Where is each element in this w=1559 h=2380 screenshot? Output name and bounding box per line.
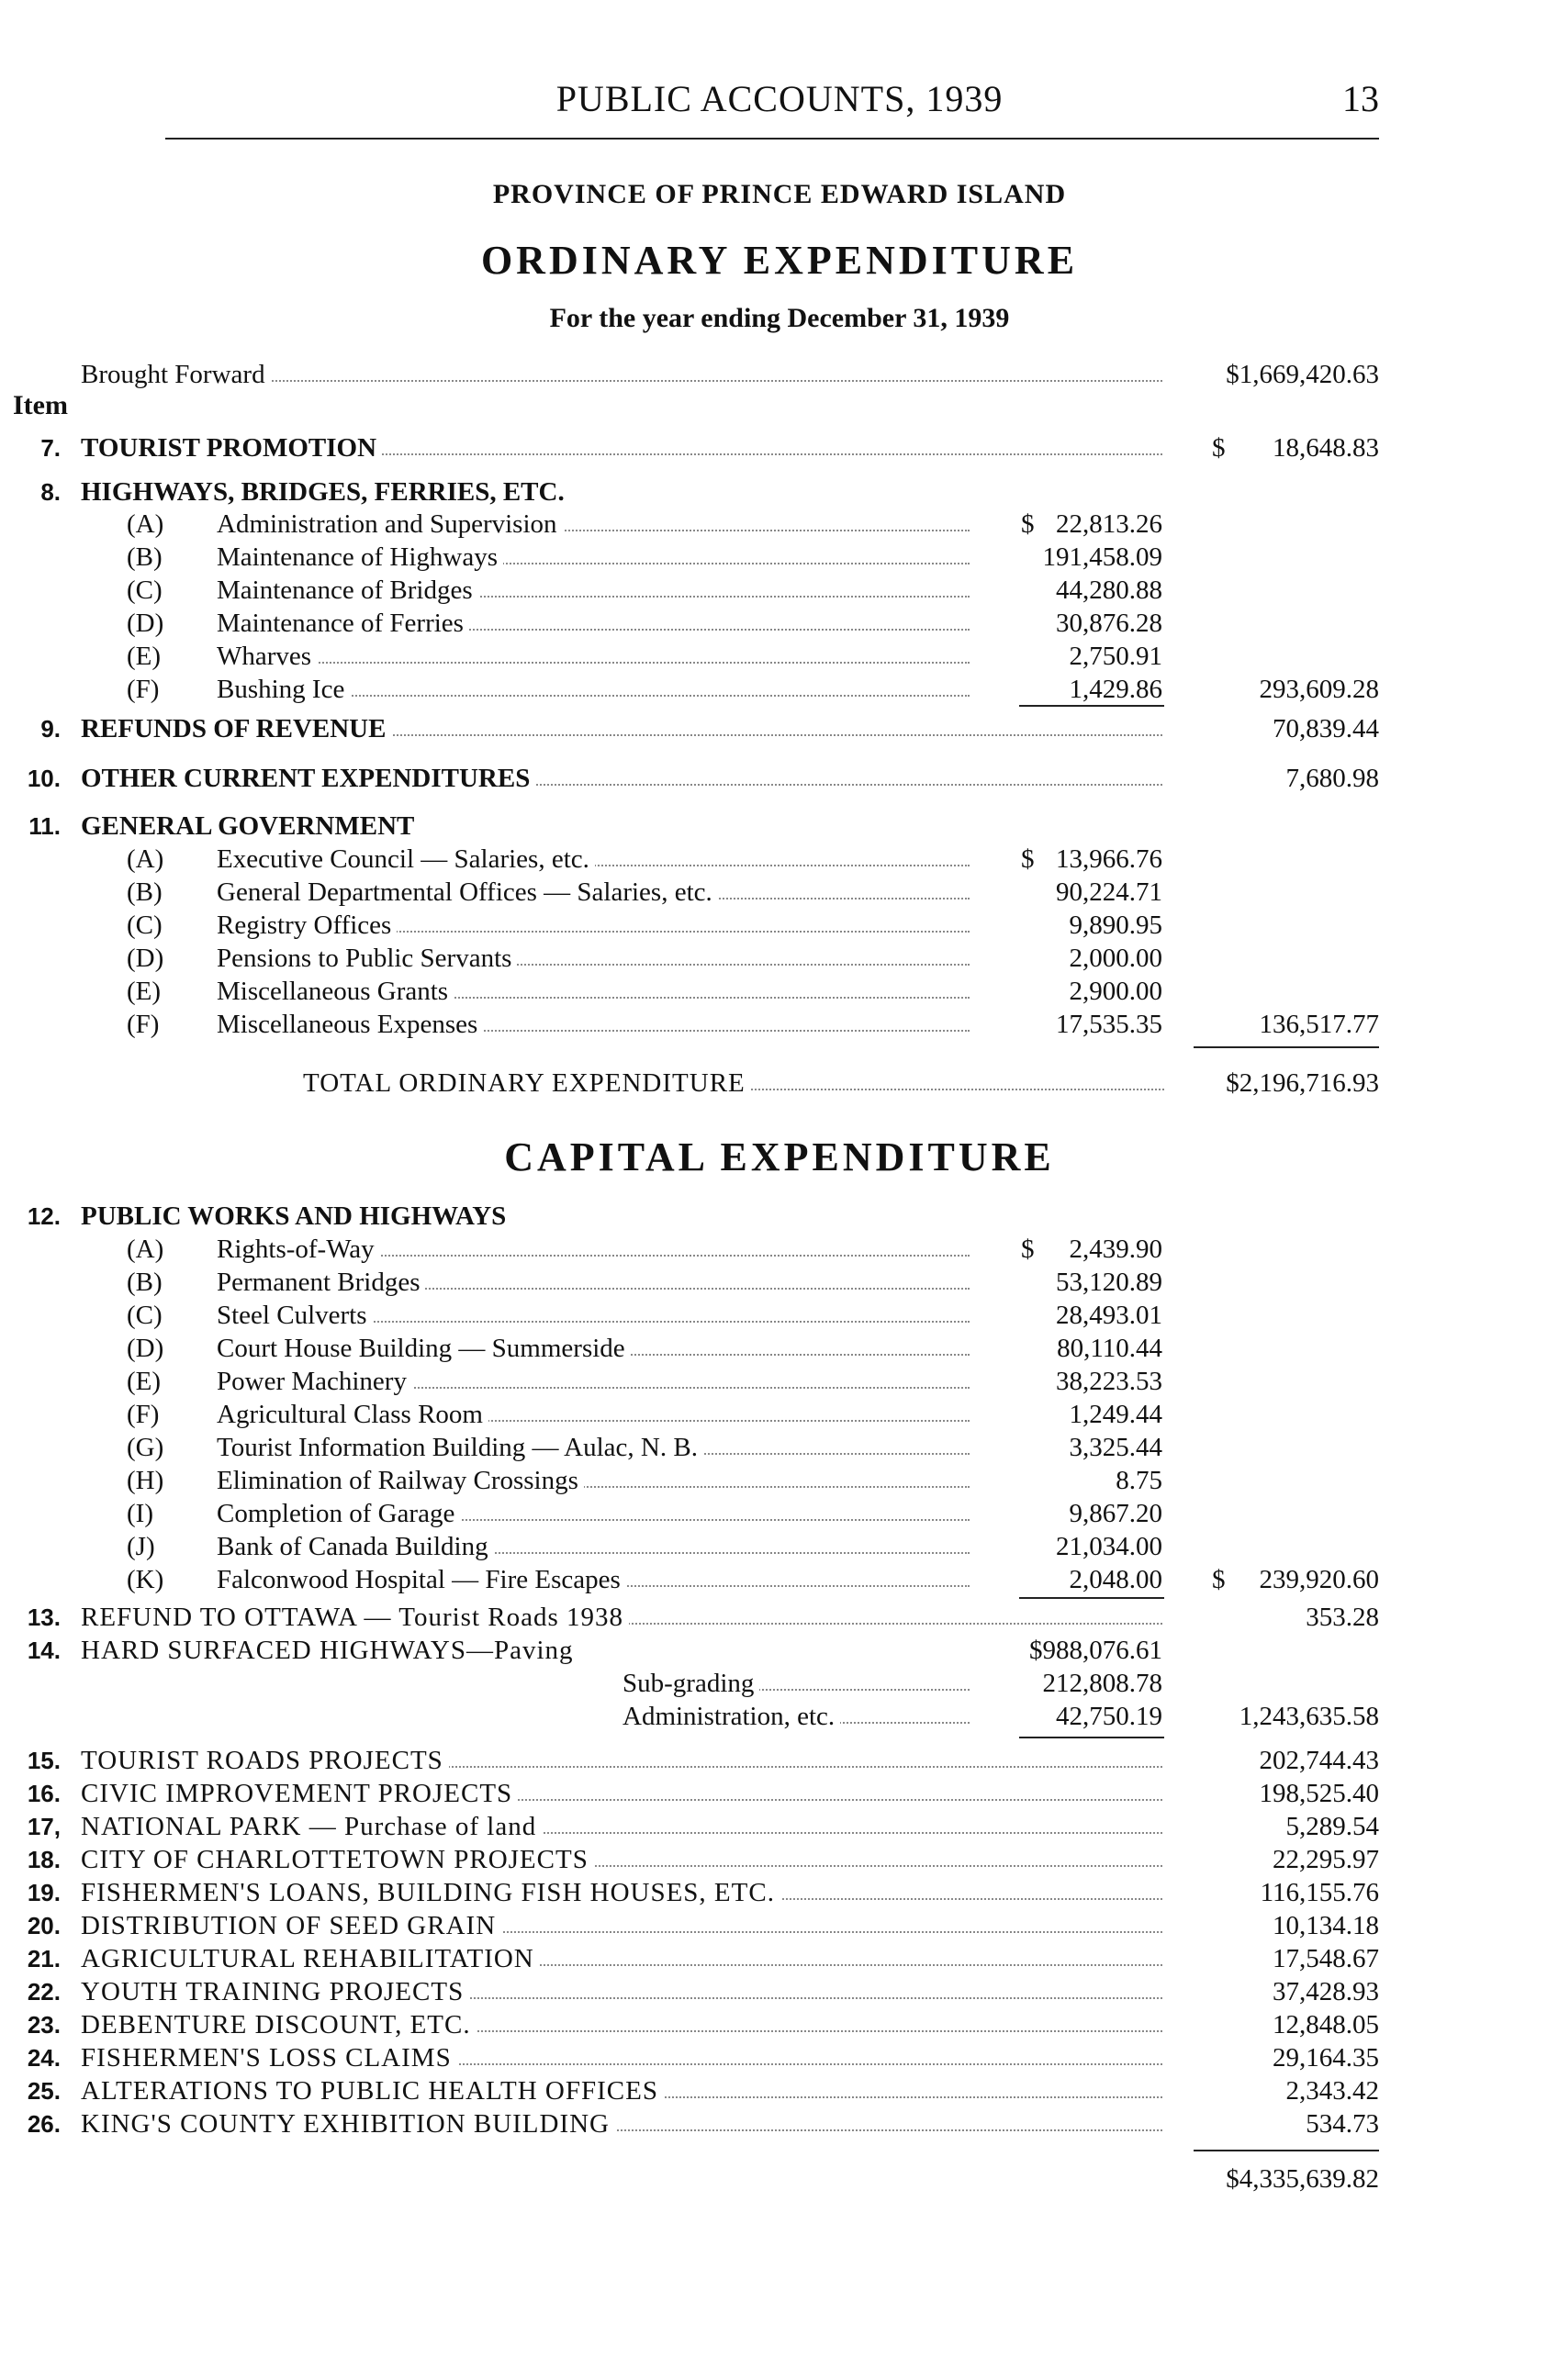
subitem-leader xyxy=(217,1365,970,1396)
item-10-leader xyxy=(81,762,1162,793)
subtotal-rule xyxy=(1019,1737,1164,1738)
item-label: FISHERMEN'S LOSS CLAIMS xyxy=(81,2043,457,2073)
running-header: PUBLIC ACCOUNTS, 1939 xyxy=(555,78,1004,119)
item-number: 26. xyxy=(27,2110,61,2138)
subitem-description: Maintenance of Ferries xyxy=(217,609,469,638)
item-number: 23. xyxy=(27,2011,61,2039)
item-label: HARD SURFACED HIGHWAYS—Paving xyxy=(81,1636,574,1665)
subitem-leader xyxy=(217,1464,970,1495)
item-label: REFUNDS OF REVENUE xyxy=(81,714,391,743)
subitem-row xyxy=(0,1332,1559,1365)
item-number: 20. xyxy=(27,1912,61,1939)
subitem-letter: (F) xyxy=(127,1010,160,1039)
subitem-amount: 30,876.28 xyxy=(1056,609,1162,638)
item-10-row xyxy=(0,762,1559,795)
subitem-letter: (I) xyxy=(127,1499,153,1528)
subitem-description: Bank of Canada Building xyxy=(217,1532,494,1561)
subitem-letter: (F) xyxy=(127,675,160,704)
period-subheading: For the year ending December 31, 1939 xyxy=(549,303,1010,333)
item-13-leader xyxy=(81,1601,1162,1632)
subitem-row xyxy=(0,508,1559,541)
item-total: 29,164.35 xyxy=(1273,2043,1379,2073)
subitem-letter: (C) xyxy=(127,911,163,940)
subitem-leader xyxy=(217,1332,970,1363)
subitem-amount: 2,439.90 xyxy=(1069,1235,1162,1264)
subitem-description: Miscellaneous Expenses xyxy=(217,1010,483,1039)
subitem-leader xyxy=(217,843,970,874)
subitem-row xyxy=(0,1008,1559,1041)
item-9-leader xyxy=(81,712,1162,743)
subitem-amount: 80,110.44 xyxy=(1057,1334,1162,1363)
item-17-row xyxy=(0,1810,1559,1843)
subitem-row xyxy=(0,1530,1559,1563)
subitem-letter: (D) xyxy=(127,1334,164,1363)
subitem-leader xyxy=(217,1008,970,1039)
subitem-row xyxy=(0,673,1559,706)
province-title: PROVINCE OF PRINCE EDWARD ISLAND xyxy=(492,179,1067,209)
item-14-row xyxy=(0,1634,1559,1667)
item-leader xyxy=(81,1975,1162,2006)
item-leader xyxy=(81,1810,1162,1841)
item-number: 17, xyxy=(27,1813,61,1840)
item-number: 22. xyxy=(27,1978,61,2006)
item-number: 11. xyxy=(28,812,61,840)
subitem-letter: (K) xyxy=(127,1565,164,1594)
subitem-letter: (G) xyxy=(127,1433,164,1462)
item-25-row xyxy=(0,2074,1559,2107)
subitem-row xyxy=(0,640,1559,673)
item-15-row xyxy=(0,1744,1559,1777)
item-total: 12,848.05 xyxy=(1273,2010,1379,2039)
item-total: 198,525.40 xyxy=(1259,1779,1379,1808)
subitem-letter: (D) xyxy=(127,609,164,638)
item-7-leader xyxy=(81,431,1162,463)
subitem-amount: 191,458.09 xyxy=(1042,542,1162,572)
item-leader xyxy=(81,1876,1162,1907)
subitem-letter: (E) xyxy=(127,977,162,1006)
subitem-amount: 9,867.20 xyxy=(1069,1499,1162,1528)
subitem-letter: (A) xyxy=(127,1235,164,1264)
subitem-leader xyxy=(217,1530,970,1561)
item-number: 9. xyxy=(40,715,61,743)
subitem-row xyxy=(0,1431,1559,1464)
subitem-leader xyxy=(217,640,970,671)
subitem-row xyxy=(0,975,1559,1008)
subitem-letter: (A) xyxy=(127,509,164,539)
subitem-leader xyxy=(217,975,970,1006)
subitem-leader xyxy=(217,1431,970,1462)
subitem-letter: (B) xyxy=(127,877,163,907)
item-21-row xyxy=(0,1942,1559,1975)
total-rule xyxy=(1194,1046,1379,1048)
subitem-description: Administration and Supervision xyxy=(217,509,563,539)
item-column-label: Item xyxy=(13,390,68,420)
subitem-description: Sub-grading xyxy=(622,1669,759,1698)
subitem-amount: 2,048.00 xyxy=(1069,1565,1162,1594)
item-label: DEBENTURE DISCOUNT, ETC. xyxy=(81,2010,477,2039)
subitem-description: Maintenance of Highways xyxy=(217,542,503,572)
item-label: HIGHWAYS, BRIDGES, FERRIES, ETC. xyxy=(81,477,565,507)
item-19-row xyxy=(0,1876,1559,1909)
subitem-row xyxy=(0,1266,1559,1299)
subitem-description: Agricultural Class Room xyxy=(217,1400,488,1429)
subitem-row xyxy=(0,607,1559,640)
subitem-letter: (E) xyxy=(127,1367,162,1396)
subitem-row xyxy=(0,541,1559,574)
subitem-description: Steel Culverts xyxy=(217,1301,373,1330)
item-total: 10,134.18 xyxy=(1273,1911,1379,1940)
subitem-row xyxy=(0,1299,1559,1332)
paving-amount: $988,076.61 xyxy=(1029,1636,1162,1665)
item-total: 5,289.54 xyxy=(1285,1812,1379,1841)
item-total: 7,680.98 xyxy=(1285,764,1379,793)
subitem-leader xyxy=(622,1700,970,1731)
subitem-amount: 44,280.88 xyxy=(1056,575,1162,605)
item-label: TOURIST ROADS PROJECTS xyxy=(81,1746,449,1775)
total-ordinary-label: TOTAL ORDINARY EXPENDITURE xyxy=(303,1068,751,1098)
item-number: 18. xyxy=(27,1846,61,1873)
item-number: 7. xyxy=(40,434,61,462)
header-rule xyxy=(165,138,1379,140)
subitem-row xyxy=(0,1700,1559,1733)
brought-forward-leader xyxy=(81,358,1162,389)
subitem-letter: (D) xyxy=(127,944,164,973)
item-24-row xyxy=(0,2041,1559,2074)
item-number: 24. xyxy=(27,2044,61,2072)
subitem-row xyxy=(0,1365,1559,1398)
item-leader xyxy=(81,2008,1162,2039)
subitem-description: Wharves xyxy=(217,642,317,671)
subitem-row xyxy=(0,1464,1559,1497)
subitem-description: Miscellaneous Grants xyxy=(217,977,454,1006)
item-label: KING'S COUNTY EXHIBITION BUILDING xyxy=(81,2109,615,2139)
item-label: NATIONAL PARK — Purchase of land xyxy=(81,1812,542,1841)
subitem-amount: 1,249.44 xyxy=(1069,1400,1162,1429)
subitem-letter: (H) xyxy=(127,1466,164,1495)
subitem-row xyxy=(0,1497,1559,1530)
dollar-sign: $ xyxy=(1021,509,1035,539)
subitem-amount: 53,120.89 xyxy=(1056,1268,1162,1297)
item-label: REFUND TO OTTAWA — Tourist Roads 1938 xyxy=(81,1603,629,1632)
subitem-amount: 21,034.00 xyxy=(1056,1532,1162,1561)
item-label: ALTERATIONS TO PUBLIC HEALTH OFFICES xyxy=(81,2076,664,2106)
item-number: 19. xyxy=(27,1879,61,1906)
subitem-letter: (B) xyxy=(127,542,163,572)
item-leader xyxy=(81,1942,1162,1973)
item-label: GENERAL GOVERNMENT xyxy=(81,811,415,841)
item-total: 22,295.97 xyxy=(1273,1845,1379,1874)
item-total: 136,517.77 xyxy=(1259,1010,1379,1039)
capital-expenditure-heading: CAPITAL EXPENDITURE xyxy=(504,1134,1055,1179)
subitem-leader xyxy=(217,673,970,704)
subitem-letter: (C) xyxy=(127,575,163,605)
subitem-row xyxy=(0,1563,1559,1596)
subitem-amount: 90,224.71 xyxy=(1056,877,1162,907)
item-number: 21. xyxy=(27,1945,61,1972)
item-23-row xyxy=(0,2008,1559,2041)
subitem-amount: 42,750.19 xyxy=(1056,1702,1162,1731)
item-total: 2,343.42 xyxy=(1285,2076,1379,2106)
subitem-amount: 2,900.00 xyxy=(1069,977,1162,1006)
subitem-description: Executive Council — Salaries, etc. xyxy=(217,844,595,874)
subitem-amount: 2,750.91 xyxy=(1069,642,1162,671)
subitem-letter: (C) xyxy=(127,1301,163,1330)
subitem-description: Court House Building — Summerside xyxy=(217,1334,631,1363)
subitem-amount: 38,223.53 xyxy=(1056,1367,1162,1396)
subitem-leader xyxy=(217,1398,970,1429)
item-number: 10. xyxy=(27,765,61,792)
item-total: 17,548.67 xyxy=(1273,1944,1379,1973)
subitem-leader xyxy=(217,1233,970,1264)
subitem-letter: (A) xyxy=(127,844,164,874)
brought-forward-label: Brought Forward xyxy=(81,360,271,389)
item-13-row xyxy=(0,1601,1559,1634)
subitem-description: Maintenance of Bridges xyxy=(217,575,478,605)
item-11-row xyxy=(0,810,1559,843)
subitem-row xyxy=(0,1233,1559,1266)
item-number: 15. xyxy=(27,1747,61,1774)
subitem-amount: 2,000.00 xyxy=(1069,944,1162,973)
subitem-row xyxy=(0,909,1559,942)
subitem-description: General Departmental Offices — Salaries, etc. xyxy=(217,877,718,907)
item-8-row xyxy=(0,475,1559,508)
item-leader xyxy=(81,1909,1162,1940)
item-label: OTHER CURRENT EXPENDITURES xyxy=(81,764,535,793)
item-9-row xyxy=(0,712,1559,745)
item-leader xyxy=(81,1843,1162,1874)
subitem-leader xyxy=(217,607,970,638)
item-total: 202,744.43 xyxy=(1259,1746,1379,1775)
item-number: 16. xyxy=(27,1780,61,1807)
total-ordinary-row xyxy=(0,1067,1559,1100)
brought-forward-amount: $1,669,420.63 xyxy=(1226,360,1379,389)
item-leader xyxy=(81,1744,1162,1775)
item-number: 12. xyxy=(27,1202,61,1230)
subitem-leader xyxy=(217,508,970,539)
subitem-amount: 28,493.01 xyxy=(1056,1301,1162,1330)
subitem-leader xyxy=(217,909,970,940)
item-total: 239,920.60 xyxy=(1259,1565,1379,1594)
subitem-description: Administration, etc. xyxy=(622,1702,840,1731)
item-total: 37,428.93 xyxy=(1273,1977,1379,2006)
item-leader xyxy=(81,2074,1162,2106)
item-label: FISHERMEN'S LOANS, BUILDING FISH HOUSES, ETC. xyxy=(81,1878,780,1907)
subitem-letter: (B) xyxy=(127,1268,163,1297)
subitem-leader xyxy=(622,1667,970,1698)
subitem-letter: (E) xyxy=(127,642,162,671)
subitem-leader xyxy=(217,541,970,572)
brought-forward-row xyxy=(0,358,1559,391)
subitem-description: Bushing Ice xyxy=(217,675,350,704)
subitem-description: Power Machinery xyxy=(217,1367,412,1396)
subitem-description: Registry Offices xyxy=(217,911,397,940)
subitem-description: Falconwood Hospital — Fire Escapes xyxy=(217,1565,626,1594)
subitem-amount: 8.75 xyxy=(1116,1466,1162,1495)
item-total: 116,155.76 xyxy=(1260,1878,1379,1907)
subitem-amount: 17,535.35 xyxy=(1056,1010,1162,1039)
item-label: DISTRIBUTION OF SEED GRAIN xyxy=(81,1911,501,1940)
item-number: 8. xyxy=(40,478,61,506)
page-number: 13 xyxy=(1342,78,1379,119)
subitem-row xyxy=(0,843,1559,876)
dollar-sign: $ xyxy=(1021,1235,1035,1264)
item-number: 13. xyxy=(27,1603,61,1631)
item-16-row xyxy=(0,1777,1559,1810)
ordinary-expenditure-heading: ORDINARY EXPENDITURE xyxy=(480,238,1079,283)
item-18-row xyxy=(0,1843,1559,1876)
item-label: CIVIC IMPROVEMENT PROJECTS xyxy=(81,1779,518,1808)
item-total: 18,648.83 xyxy=(1273,433,1379,463)
item-label: TOURIST PROMOTION xyxy=(81,433,382,463)
subitem-description: Completion of Garage xyxy=(217,1499,460,1528)
item-label: AGRICULTURAL REHABILITATION xyxy=(81,1944,540,1973)
subitem-leader xyxy=(217,942,970,973)
total-ordinary-amount: $2,196,716.93 xyxy=(1226,1068,1379,1098)
item-22-row xyxy=(0,1975,1559,2008)
subitem-row xyxy=(0,876,1559,909)
subtotal-rule xyxy=(1019,1597,1164,1599)
item-number: 25. xyxy=(27,2077,61,2105)
total-ordinary-leader xyxy=(303,1067,1164,1098)
subitem-description: Elimination of Railway Crossings xyxy=(217,1466,584,1495)
subitem-letter: (F) xyxy=(127,1400,160,1429)
subitem-amount: 13,966.76 xyxy=(1056,844,1162,874)
subitem-leader xyxy=(217,1497,970,1528)
subitem-leader xyxy=(217,574,970,605)
subtotal-rule xyxy=(1019,705,1164,707)
item-leader xyxy=(81,2041,1162,2073)
grand-total-row xyxy=(0,2162,1559,2196)
subitem-description: Pensions to Public Servants xyxy=(217,944,517,973)
total-rule xyxy=(1194,2150,1379,2151)
item-total: 293,609.28 xyxy=(1259,675,1379,704)
subitem-leader xyxy=(217,1563,970,1594)
item-leader xyxy=(81,1777,1162,1808)
subitem-row xyxy=(0,1398,1559,1431)
item-total: 1,243,635.58 xyxy=(1239,1702,1379,1731)
item-total: 353.28 xyxy=(1306,1603,1379,1632)
grand-total-amount: $4,335,639.82 xyxy=(1226,2164,1379,2194)
subitem-amount: 3,325.44 xyxy=(1069,1433,1162,1462)
subitem-leader xyxy=(217,1266,970,1297)
subitem-letter: (J) xyxy=(127,1532,155,1561)
subitem-leader xyxy=(217,876,970,907)
item-label: CITY OF CHARLOTTETOWN PROJECTS xyxy=(81,1845,594,1874)
item-7-row xyxy=(0,431,1559,464)
item-label: PUBLIC WORKS AND HIGHWAYS xyxy=(81,1201,507,1231)
dollar-sign: $ xyxy=(1212,433,1226,463)
item-number: 14. xyxy=(27,1637,61,1664)
item-label: YOUTH TRAINING PROJECTS xyxy=(81,1977,469,2006)
subitem-description: Permanent Bridges xyxy=(217,1268,425,1297)
subitem-description: Tourist Information Building — Aulac, N. B. xyxy=(217,1433,703,1462)
dollar-sign: $ xyxy=(1021,844,1035,874)
subitem-row xyxy=(0,1667,1559,1700)
subitem-description: Rights-of-Way xyxy=(217,1235,380,1264)
subitem-leader xyxy=(217,1299,970,1330)
item-26-row xyxy=(0,2107,1559,2140)
item-total: 534.73 xyxy=(1306,2109,1379,2139)
subitem-amount: 212,808.78 xyxy=(1042,1669,1162,1698)
item-total: 70,839.44 xyxy=(1273,714,1379,743)
subitem-amount: 1,429.86 xyxy=(1069,675,1162,704)
subitem-amount: 22,813.26 xyxy=(1056,509,1162,539)
subitem-amount: 9,890.95 xyxy=(1069,911,1162,940)
dollar-sign: $ xyxy=(1212,1565,1226,1594)
item-20-row xyxy=(0,1909,1559,1942)
item-12-row xyxy=(0,1200,1559,1233)
item-leader xyxy=(81,2107,1162,2139)
subitem-row xyxy=(0,942,1559,975)
subitem-row xyxy=(0,574,1559,607)
